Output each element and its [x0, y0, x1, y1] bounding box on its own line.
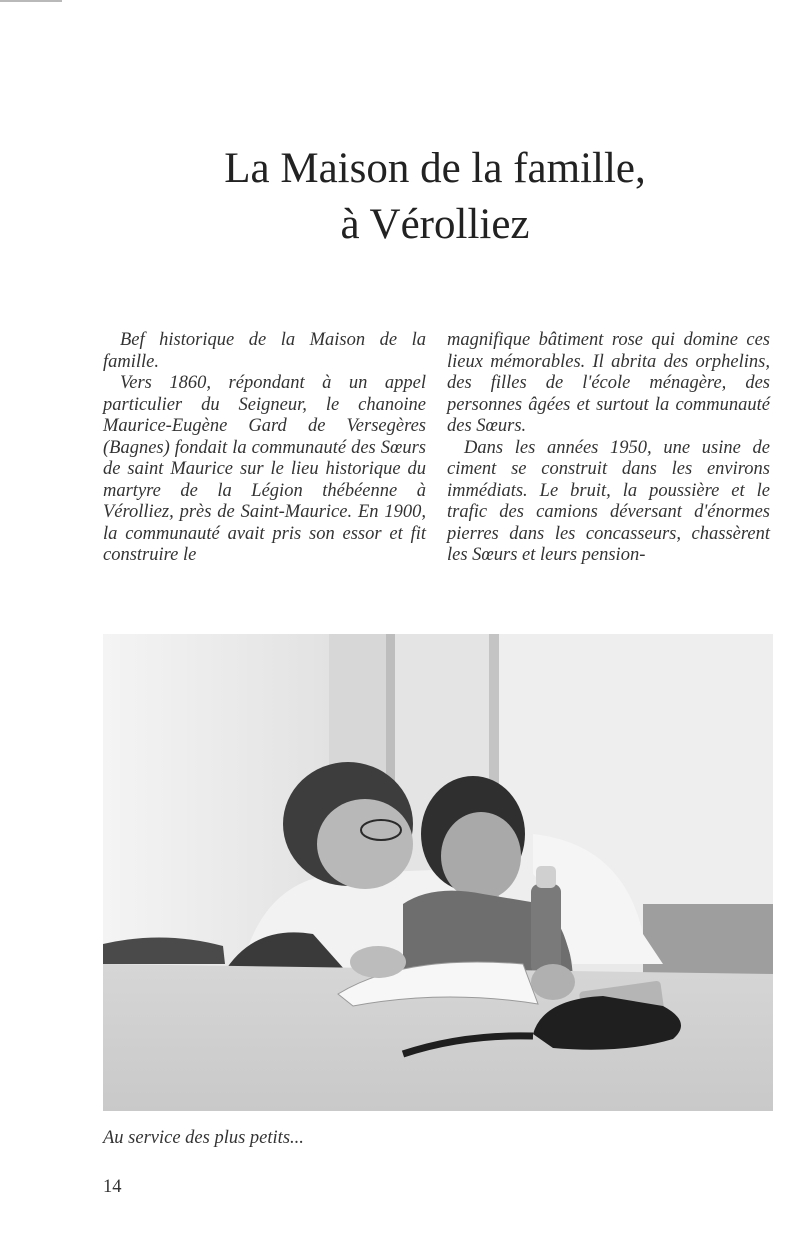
photo-illustration: [103, 634, 773, 1111]
paragraph-intro: Bef historique de la Maison de la famille.: [103, 330, 426, 372]
title-line-1: La Maison de la famille,: [224, 144, 646, 192]
paragraph-history: Vers 1860, répondant à un appel particulier du Seigneur, le chanoine Maurice-Eugène Gard de Versegères (Bagnes) fondait la communauté des Sœurs de saint Maurice sur le lieu historique du martyre de la Légion thébéenne à Vérolliez, près de Saint-Maurice. En 1900, la communauté avait pris son essor et fit construire le: [103, 373, 426, 565]
photo-woman-reading-with-child: [103, 634, 773, 1111]
top-rule: [0, 0, 62, 2]
page-number: 14: [103, 1177, 122, 1197]
paragraph-cement-factory: Dans les années 1950, une usine de ciment se construit dans les environs immédiats. Le bruit, la poussière et le trafic des camions déversant d'énormes pierres dans les concasseurs, chassèrent les Sœurs et leurs pension-: [447, 437, 770, 565]
page-title: [100, 141, 770, 253]
title-line-2: à Vérolliez: [340, 200, 530, 248]
text-column-right: [447, 330, 770, 567]
paragraph-history-continued: magnifique bâtiment rose qui domine ces lieux mémorables. Il abrita des orphelins, des filles de l'école ménagère, des personnes âgées et surtout la communauté des Sœurs.: [447, 330, 770, 436]
photo-caption: Au service des plus petits...: [103, 1128, 304, 1148]
text-column-left: [103, 330, 426, 567]
